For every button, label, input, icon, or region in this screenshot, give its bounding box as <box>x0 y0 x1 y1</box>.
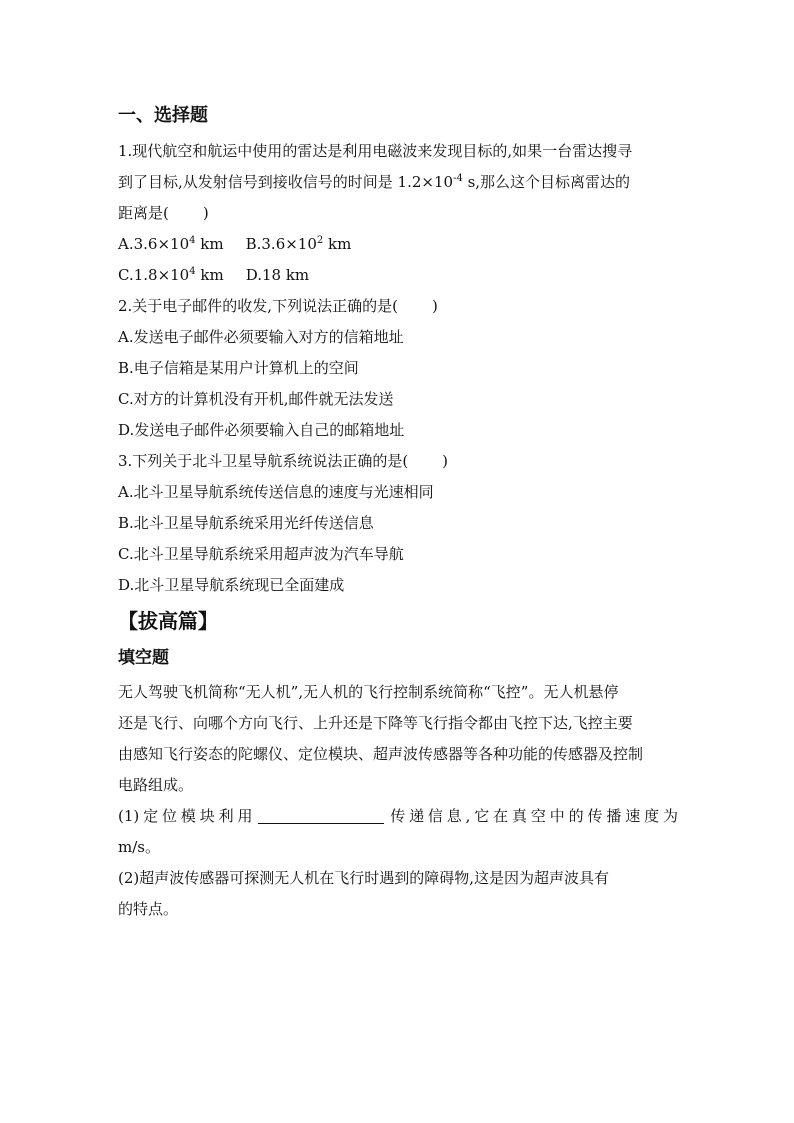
q2-option-c: C.对方的计算机没有开机,邮件就无法发送 <box>118 390 394 408</box>
q1-stem-line3: 距离是( ) <box>118 204 209 222</box>
q3-stem: 3.下列关于北斗卫星导航系统说法正确的是( ) <box>118 452 449 470</box>
q1-option-a: $A.3.6\times 10^4$ km <box>118 235 224 253</box>
intro-line4: 电路组成。 <box>118 776 194 794</box>
q3-option-c: C.北斗卫星导航系统采用超声波为汽车导航 <box>118 545 404 563</box>
part2-line1: (2)超声波传感器可探测无人机在飞行时遇到的障碍物,这是因为超声波具有 <box>118 869 610 887</box>
fill-blank-question <box>118 677 678 925</box>
question-1 <box>118 136 678 291</box>
part2-line2: 的特点。 <box>118 900 179 918</box>
q3-option-b: B.北斗卫星导航系统采用光纤传送信息 <box>118 514 374 532</box>
q1-option-d: D.18 km <box>245 266 310 284</box>
intro-line2: 还是飞行、向哪个方向飞行、上升还是下降等飞行指令都由飞控下达,飞控主要 <box>118 714 633 732</box>
q1-options-row2 <box>118 260 678 291</box>
answer-blank-1[interactable] <box>258 807 384 824</box>
q1-stem-line1: 1.现代航空和航运中使用的雷达是利用电磁波来发现目标的,如果一台雷达搜寻 <box>118 142 633 160</box>
q2-option-d: D.发送电子邮件必须要输入自己的邮箱地址 <box>118 421 405 439</box>
question-2 <box>118 291 678 446</box>
q1-option-b: $B.3.6\times 10^2$ km <box>245 235 352 253</box>
q2-option-a: A.发送电子邮件必须要输入对方的信箱地址 <box>118 328 404 346</box>
section-title-advanced: 【拔高篇】 <box>118 609 218 633</box>
question-3 <box>118 446 678 601</box>
q1-option-c: $C.1.8\times 10^4$ km <box>118 266 224 284</box>
q1-stem-line2: 到了目标,从发射信号到接收信号的时间是 $1.2\times 10^{-4}$ s,那么这个目标离雷达的 <box>118 173 631 191</box>
section-title-choice: 一、选择题 <box>118 105 208 126</box>
q3-option-a: A.北斗卫星导航系统传送信息的速度与光速相同 <box>118 483 434 501</box>
intro-line3: 由感知飞行姿态的陀螺仪、定位模块、超声波传感器等各种功能的传感器及控制 <box>118 745 644 763</box>
q1-options-row1 <box>118 229 678 260</box>
subsection-title-fill-blank: 填空题 <box>118 648 169 668</box>
q2-stem: 2.关于电子邮件的收发,下列说法正确的是( ) <box>118 297 438 315</box>
part1-line2: m/s。 <box>118 838 160 856</box>
q3-option-d: D.北斗卫星导航系统现已全面建成 <box>118 576 345 594</box>
part1-line1: (1)定位模块利用 传递信息,它在真空中的传播速度为 <box>118 807 678 825</box>
intro-line1: 无人驾驶飞机简称“无人机”,无人机的飞行控制系统简称“飞控”。无人机悬停 <box>118 683 619 701</box>
document-body <box>118 100 678 925</box>
q2-option-b: B.电子信箱是某用户计算机上的空间 <box>118 359 359 377</box>
